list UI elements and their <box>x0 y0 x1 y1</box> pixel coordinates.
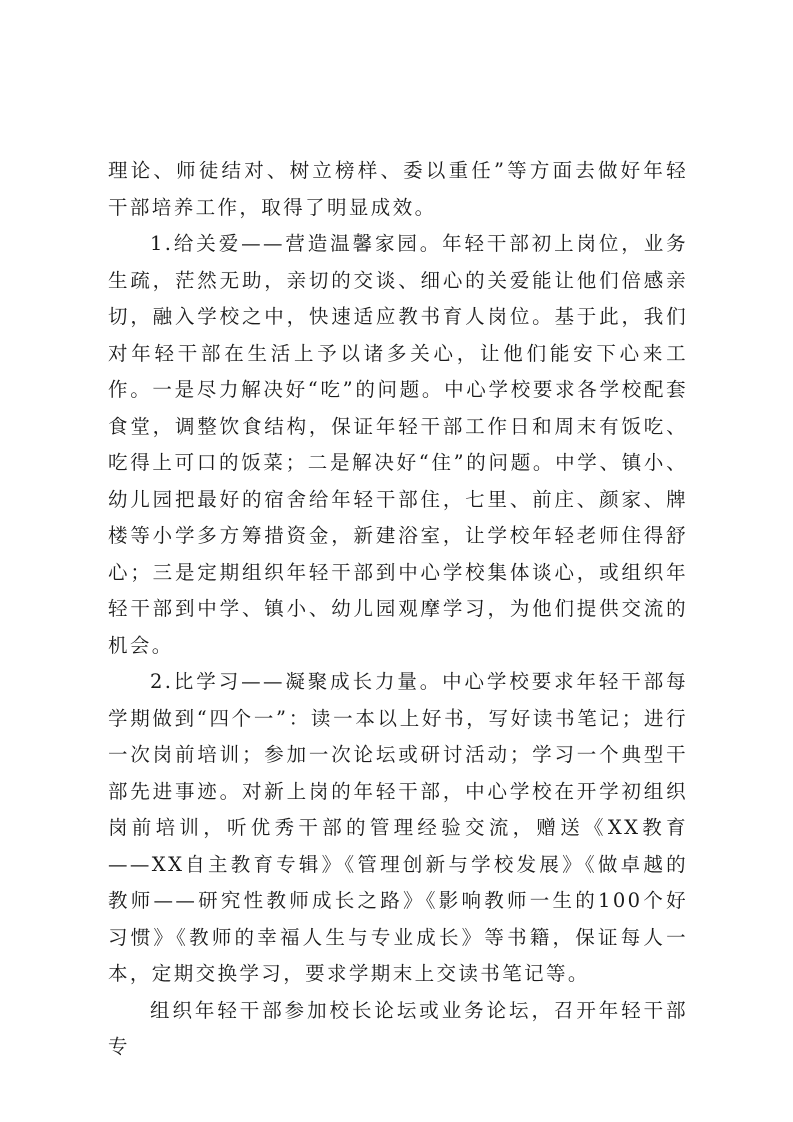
paragraph-forum: 组织年轻干部参加校长论坛或业务论坛，召开年轻干部专 <box>108 998 688 1058</box>
body-text <box>108 153 688 1066</box>
paragraph-continuation: 理论、师徒结对、树立榜样、委以重任”等方面去做好年轻干部培养工作，取得了明显成效。 <box>108 159 688 219</box>
paragraph-study: 2.比学习——凝聚成长力量。中心学校要求年轻干部每学期做到“四个一”：读一本以上好书，写好读书笔记；进行一次岗前培训；参加一次论坛或研讨活动；学习一个典型干部先进事迹。对新上岗的年轻干部，中心学校在开学初组织岗前培训，听优秀干部的管理经验交流，赠送《XX教育——XX自主教育专辑》《管理创新与学校发展》《做卓越的教师——研究性教师成长之路》《影响教师一生的100个好习惯》《教师的幸福人生与专业成长》等书籍，保证每人一本，定期交换学习，要求学期末上交读书笔记等。 <box>108 670 688 985</box>
paragraph-care: 1.给关爱——营造温馨家园。年轻干部初上岗位，业务生疏，茫然无助，亲切的交谈、细心的关爱能让他们倍感亲切，融入学校之中，快速适应教书育人岗位。基于此，我们对年轻干部在生活上予以诸多关心，让他们能安下心来工作。一是尽力解决好“吃”的问题。中心学校要求各学校配套食堂，调整饮食结构，保证年轻干部工作日和周末有饭吃、吃得上可口的饭菜；二是解决好“住”的问题。中学、镇小、幼儿园把最好的宿舍给年轻干部住，七里、前庄、颜家、牌楼等小学多方筹措资金，新建浴室，让学校年轻老师住得舒心；三是定期组织年轻干部到中心学校集体谈心，或组织年轻干部到中学、镇小、幼儿园观摩学习，为他们提供交流的机会。 <box>108 232 688 657</box>
